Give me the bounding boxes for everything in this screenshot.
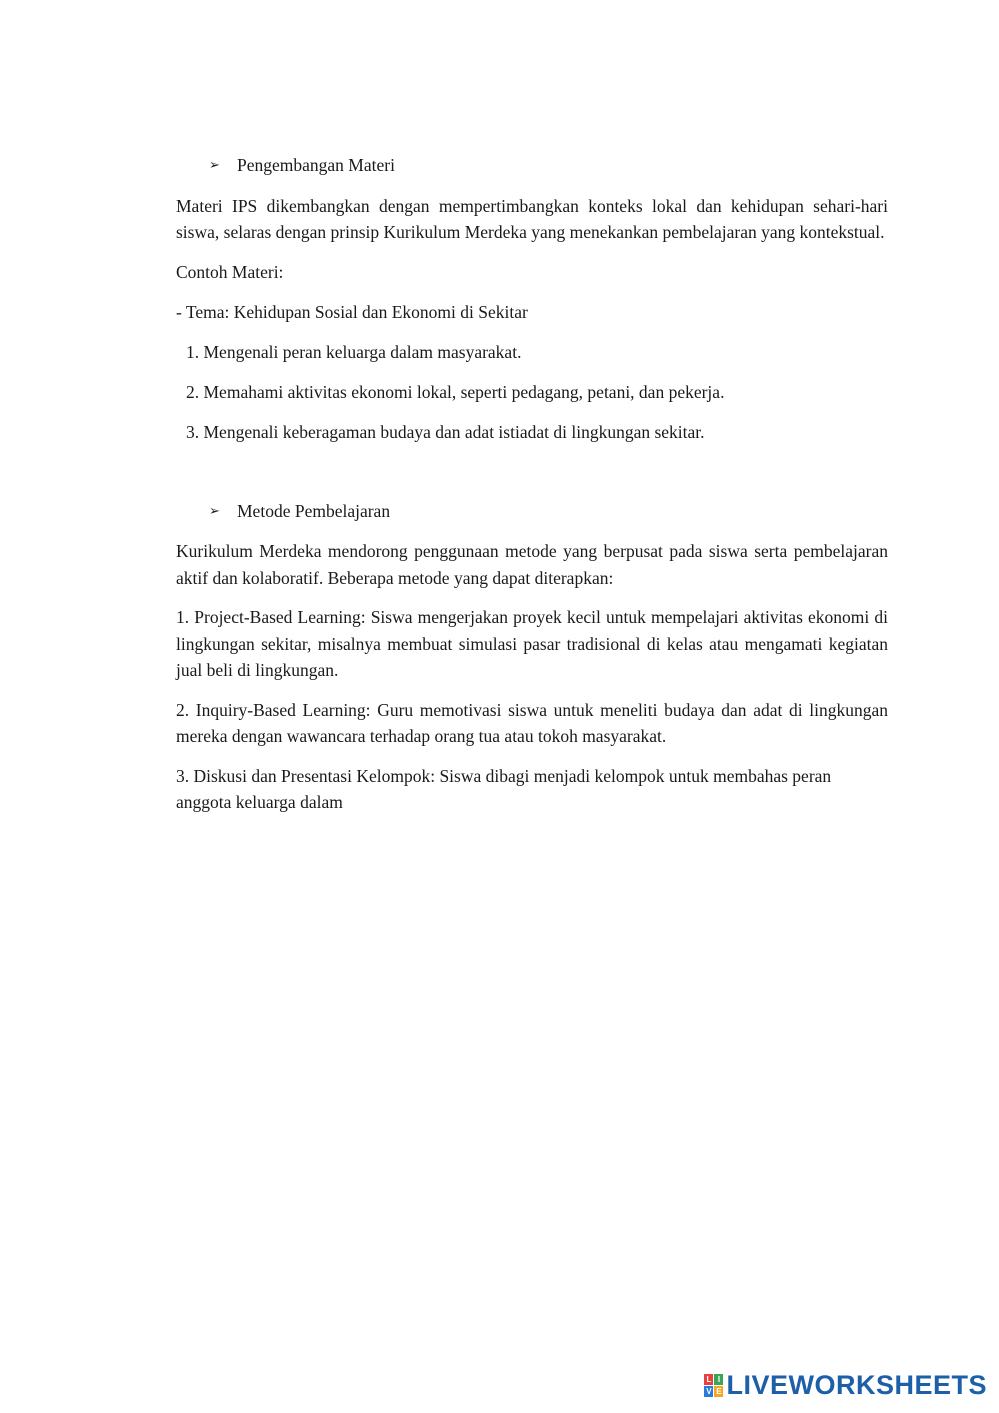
logo-letter: V — [706, 1386, 712, 1396]
example-label: Contoh Materi: — [176, 261, 284, 282]
section-heading-metode — [209, 498, 888, 525]
method-item: 1. Project-Based Learning: Siswa mengerjakan proyek kecil untuk mempelajari aktivitas ekonomi di lingkungan sekitar, misalnya membuat simulasi pasar tradisional di kelas atau mengamati kegiatan jual beli di lingkungan. — [176, 607, 888, 680]
logo-letter: L — [704, 1374, 713, 1385]
logo-letter: I — [714, 1374, 723, 1385]
liveworksheets-logo-icon — [704, 1374, 723, 1397]
method-item: 2. Inquiry-Based Learning: Guru memotivasi siswa untuk meneliti budaya dan adat di lingkungan mereka dengan wawancara terhadap orang tua atau tokoh masyarakat. — [176, 699, 888, 746]
section-spacer — [176, 459, 888, 498]
section-heading-text: Metode Pembelajaran — [237, 500, 391, 521]
section-heading-text: Pengembangan Materi — [237, 155, 395, 175]
theme-line: - Tema: Kehidupan Sosial dan Ekonomi di Sekitar — [176, 301, 528, 322]
list-item: 3. Mengenali keberagaman budaya dan adat istiadat di lingkungan sekitar. — [186, 421, 705, 442]
arrow-bullet-icon: ➢ — [209, 157, 220, 173]
logo-letter: E — [716, 1386, 722, 1396]
paragraph-metode-intro: Kurikulum Merdeka mendorong penggunaan metode yang berpusat pada siswa serta pembelajaran aktif dan kolaboratif. Beberapa metode yang dapat diterapkan: — [176, 541, 888, 588]
paragraph-materi: Materi IPS dikembangkan dengan mempertimbangkan konteks lokal dan kehidupan sehari-hari siswa, selaras dengan prinsip Kurikulum Merdeka yang menekankan pembelajaran yang kontekstual. — [176, 195, 888, 242]
watermark-text: LIVEWORKSHEETS — [726, 1369, 987, 1400]
arrow-bullet-icon: ➢ — [209, 502, 220, 518]
list-item: 2. Memahami aktivitas ekonomi lokal, seperti pedagang, petani, dan pekerja. — [186, 381, 725, 402]
liveworksheets-watermark — [704, 1370, 987, 1400]
section-heading-materi — [209, 152, 888, 179]
document-body — [176, 152, 888, 829]
list-item: 1. Mengenali peran keluarga dalam masyarakat. — [186, 341, 522, 362]
method-item: 3. Diskusi dan Presentasi Kelompok: Siswa dibagi menjadi kelompok untuk membahas peran anggota keluarga dalam — [176, 765, 832, 812]
